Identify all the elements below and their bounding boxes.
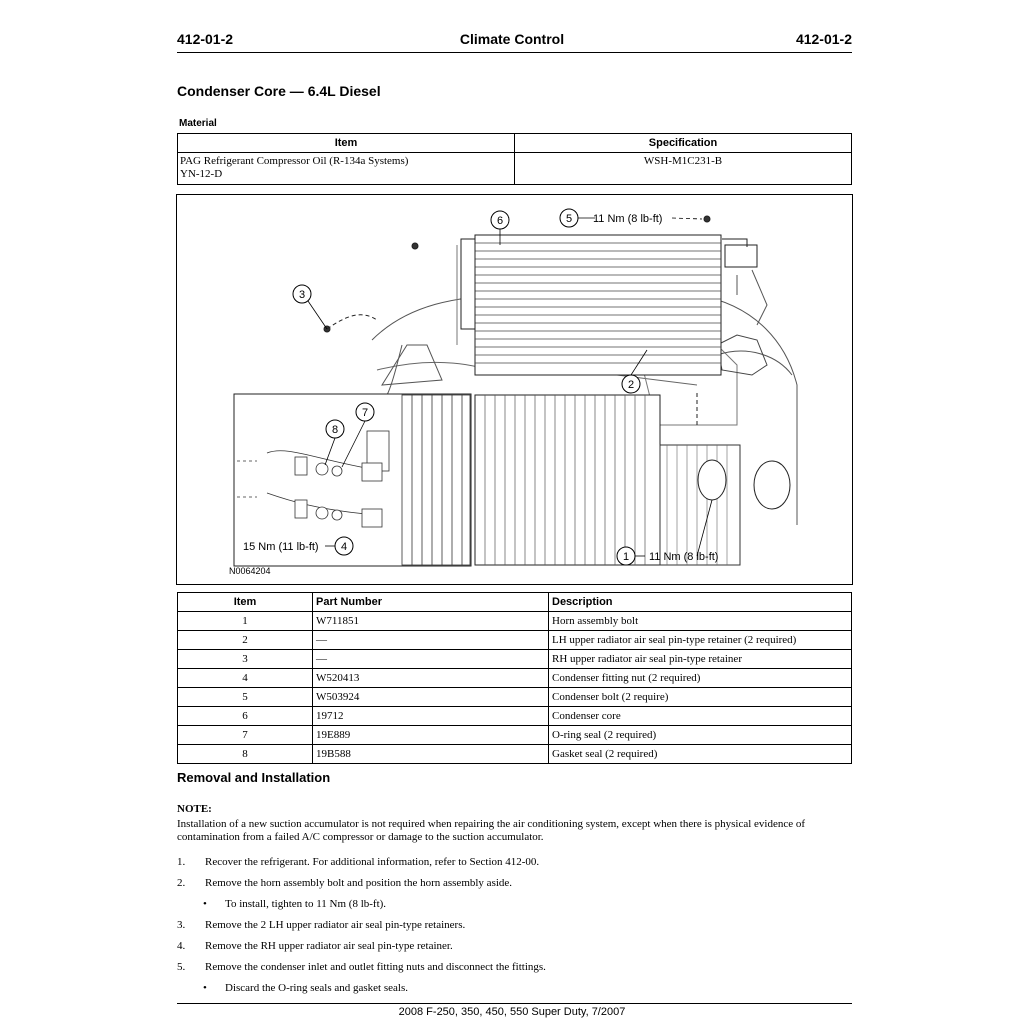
cell-desc: Horn assembly bolt <box>549 612 852 631</box>
material-item-line1: PAG Refrigerant Compressor Oil (R-134a Systems) <box>180 155 409 167</box>
header-right: 412-01-2 <box>795 31 852 47</box>
cell-item: 3 <box>178 650 313 669</box>
step-number: 1. <box>177 856 186 868</box>
step-number: 4. <box>177 940 186 952</box>
footer-text: 2008 F-250, 350, 450, 550 Super Duty, 7/2007 <box>398 1006 626 1018</box>
step-text: Remove the condenser inlet and outlet fitting nuts and disconnect the fittings. <box>205 961 546 973</box>
cell-item: 8 <box>178 745 313 764</box>
cell-desc: Condenser bolt (2 require) <box>549 688 852 707</box>
table-row <box>178 631 852 650</box>
header-title: Climate Control <box>459 31 565 47</box>
material-table <box>177 133 852 185</box>
figure-id: N0064204 <box>229 566 271 576</box>
parts-header-item: Item <box>178 593 313 612</box>
header-rule <box>177 52 852 53</box>
step-bullet: • <box>203 982 207 994</box>
material-spec: WSH-M1C231-B <box>515 153 852 185</box>
header-left: 412-01-2 <box>177 31 234 47</box>
table-row <box>178 745 852 764</box>
removal-title: Removal and Installation <box>177 770 331 785</box>
cell-item: 4 <box>178 669 313 688</box>
torque-label-5: 11 Nm (8 lb-ft) <box>593 213 663 225</box>
callout-4: 4 <box>340 541 348 553</box>
step-text: Remove the RH upper radiator air seal pin-type retainer. <box>205 940 453 952</box>
section-title: Condenser Core — 6.4L Diesel <box>177 83 381 99</box>
cell-item: 7 <box>178 726 313 745</box>
note-line-1: Installation of a new suction accumulator is not required when repairing the air conditioning system, except when there is physical evidence of <box>177 818 806 830</box>
table-row <box>178 612 852 631</box>
step-number: 2. <box>177 877 186 889</box>
step-number: 5. <box>177 961 186 973</box>
cell-item: 6 <box>178 707 313 726</box>
material-header-spec: Specification <box>515 134 852 153</box>
cell-desc: O-ring seal (2 required) <box>549 726 852 745</box>
cell-desc: Condenser core <box>549 707 852 726</box>
callout-5: 5 <box>565 213 573 225</box>
note-line-2: contamination from a failed A/C compressor or damage to the suction accumulator. <box>177 831 544 843</box>
parts-header-description: Description <box>549 593 852 612</box>
cell-desc: LH upper radiator air seal pin-type retainer (2 required) <box>549 631 852 650</box>
callout-3: 3 <box>298 289 306 301</box>
cell-item: 2 <box>178 631 313 650</box>
step-bullet: • <box>203 898 207 910</box>
cell-part: W503924 <box>313 688 549 707</box>
parts-table <box>177 592 852 764</box>
cell-part: 19B588 <box>313 745 549 764</box>
material-item-line2: YN-12-D <box>180 168 223 180</box>
table-row <box>178 650 852 669</box>
step-number: 3. <box>177 919 186 931</box>
cell-part: W711851 <box>313 612 549 631</box>
cell-part: W520413 <box>313 669 549 688</box>
step-text: To install, tighten to 11 Nm (8 lb-ft). <box>225 898 387 910</box>
callout-6: 6 <box>496 215 504 227</box>
step-text: Discard the O-ring seals and gasket seals. <box>225 982 408 994</box>
table-row <box>178 669 852 688</box>
table-row <box>178 707 852 726</box>
torque-label-4: 15 Nm (11 lb-ft) <box>243 541 319 553</box>
table-row <box>178 153 852 185</box>
cell-part: — <box>313 631 549 650</box>
step-text: Remove the horn assembly bolt and position the horn assembly aside. <box>205 877 513 889</box>
callout-7: 7 <box>361 407 369 419</box>
cell-item: 1 <box>178 612 313 631</box>
table-row <box>178 688 852 707</box>
footer-rule <box>177 1003 852 1004</box>
table-row <box>178 726 852 745</box>
cell-part: — <box>313 650 549 669</box>
step-text: Remove the 2 LH upper radiator air seal pin-type retainers. <box>205 919 466 931</box>
material-item <box>178 153 515 185</box>
torque-label-1: 11 Nm (8 lb-ft) <box>649 551 719 563</box>
cell-part: 19712 <box>313 707 549 726</box>
callout-2: 2 <box>627 379 635 391</box>
parts-header-part-number: Part Number <box>313 593 549 612</box>
figure-frame <box>176 194 853 585</box>
callout-1: 1 <box>622 551 630 563</box>
step-text: Recover the refrigerant. For additional information, refer to Section 412-00. <box>205 856 540 868</box>
material-label: Material <box>179 118 217 129</box>
cell-desc: Condenser fitting nut (2 required) <box>549 669 852 688</box>
note-label: NOTE: <box>177 803 212 815</box>
cell-item: 5 <box>178 688 313 707</box>
material-header-item: Item <box>178 134 515 153</box>
callout-8: 8 <box>331 424 339 436</box>
cell-desc: Gasket seal (2 required) <box>549 745 852 764</box>
cell-desc: RH upper radiator air seal pin-type retainer <box>549 650 852 669</box>
cell-part: 19E889 <box>313 726 549 745</box>
condenser-illustration <box>177 195 852 584</box>
